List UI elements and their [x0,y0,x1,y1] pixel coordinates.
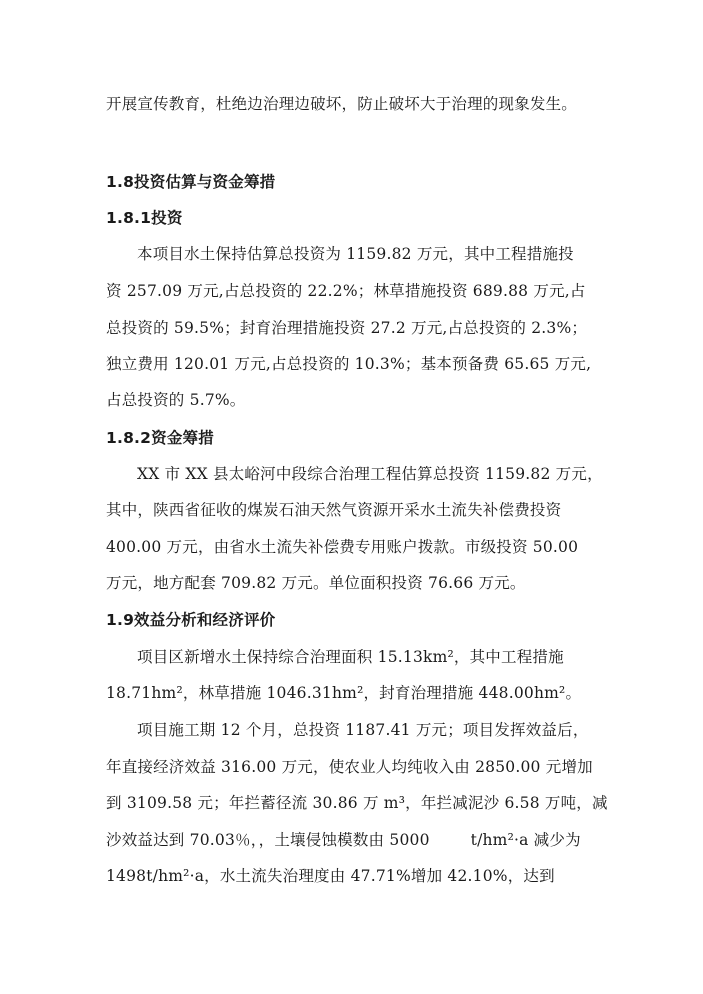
paragraph-line: 其中，陕西省征收的煤炭石油天然气资源开采水土流失补偿费投资 [106,501,562,519]
paragraph-line: XX 市 XX 县太峪河中段综合治理工程估算总投资 1159.82 万元， [137,465,603,483]
paragraph-line: 本项目水土保持估算总投资为 1159.82 万元，其中工程措施投 [137,245,574,263]
paragraph-line: 占总投资的 5.7%。 [106,391,246,409]
section-heading-1-8: 1.8投资估算与资金筹措 [106,173,276,191]
paragraph-line: 400.00 万元，由省水土流失补偿费专用账户拨款。市级投资 50.00 [106,538,579,556]
intro-line: 开展宣传教育，杜绝边治理边破坏，防止破坏大于治理的现象发生。 [106,95,578,113]
paragraph-line: 年直接经济效益 316.00 万元，使农业人均纯收入由 2850.00 元增加 [106,758,593,776]
paragraph-line: 项目施工期 12 个月，总投资 1187.41 万元；项目发挥效益后， [137,721,589,739]
subsection-heading-1-8-2: 1.8.2资金筹措 [106,429,214,447]
paragraph-line: 沙效益达到 70.03％，，土壤侵蚀模数由 5000 t/hm²·a 减少为 [106,831,581,849]
paragraph-line: 万元，地方配套 709.82 万元。单位面积投资 76.66 万元。 [106,574,526,592]
paragraph-line: 1498t/hm²·a，水土流失治理度由 47.71%增加 42.10%，达到 [106,867,555,885]
paragraph-line: 资 257.09 万元,占总投资的 22.2%；林草措施投资 689.88 万元,占 [106,282,586,300]
paragraph-line: 总投资的 59.5%；封育治理措施投资 27.2 万元,占总投资的 2.3%； [106,319,588,337]
subsection-heading-1-8-1: 1.8.1投资 [106,209,183,227]
paragraph-line: 项目区新增水土保持综合治理面积 15.13km²，其中工程措施 [137,648,564,666]
section-heading-1-9: 1.9效益分析和经济评价 [106,611,276,629]
paragraph-line: 18.71hm²，林草措施 1046.31hm²，封育治理措施 448.00hm²。 [106,684,582,702]
paragraph-line: 到 3109.58 元；年拦蓄径流 30.86 万 m³，年拦减泥沙 6.58 万吨，减 [106,794,608,812]
paragraph-line: 独立费用 120.01 万元,占总投资的 10.3%；基本预备费 65.65 万元, [106,355,592,373]
